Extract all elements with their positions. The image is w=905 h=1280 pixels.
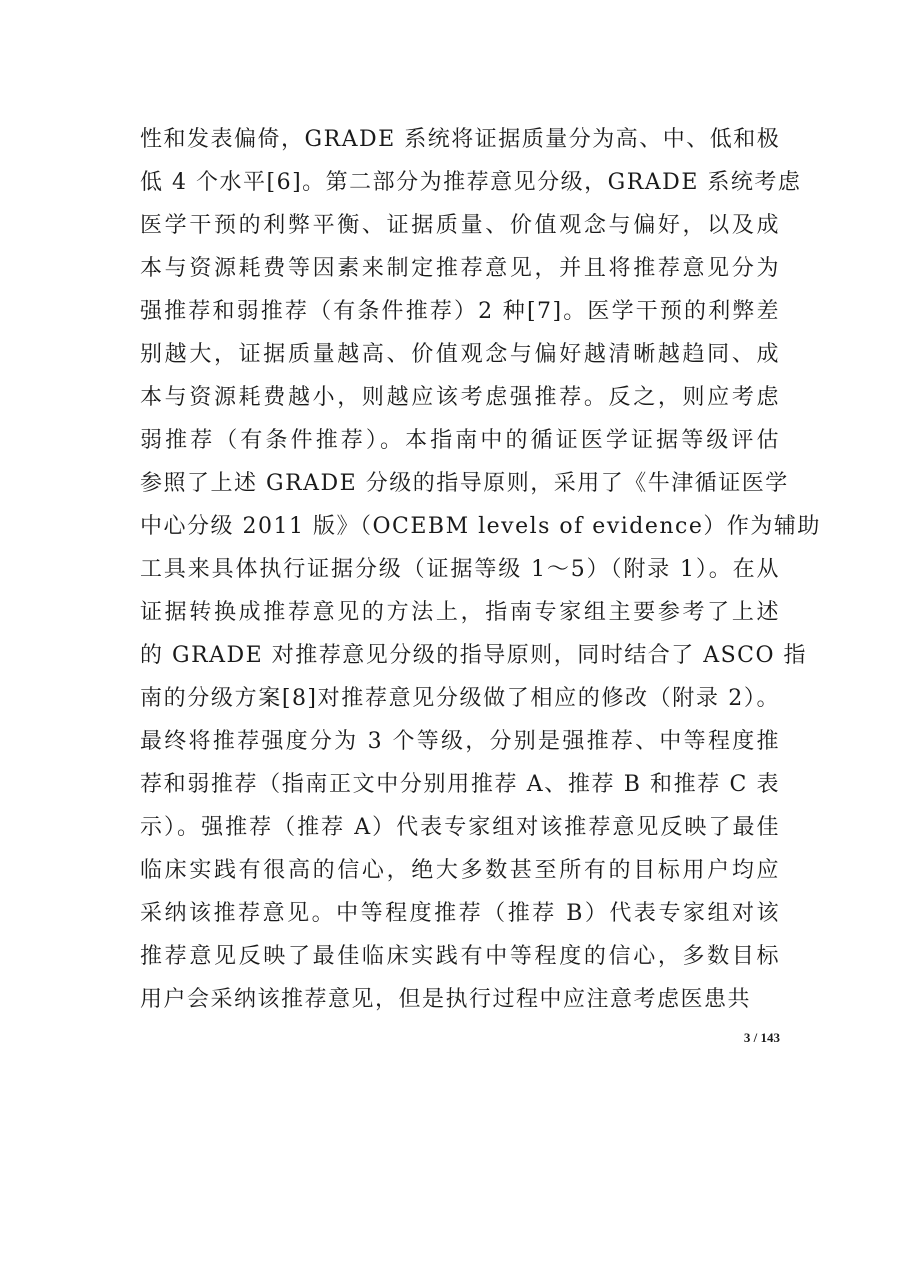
body-text xyxy=(140,118,821,1021)
text-line: 弱推荐（有条件推荐）。本指南中的循证医学证据等级评估 xyxy=(140,428,780,453)
text-line: 参照了上述 GRADE 分级的指导原则，采用了《牛津循证医学 xyxy=(140,471,789,496)
page-number: 3 / 143 xyxy=(743,1030,780,1045)
text-line: 南的分级方案[8]对推荐意见分级做了相应的修改（附录 2）。 xyxy=(140,686,780,711)
text-line: 本与资源耗费越小，则越应该考虑强推荐。反之，则应考虑 xyxy=(140,385,780,410)
text-line: 用户会采纳该推荐意见，但是执行过程中应注意考虑医患共 xyxy=(140,987,752,1012)
text-line: 别越大，证据质量越高、价值观念与偏好越清晰越趋同、成 xyxy=(140,342,780,367)
text-line: 最终将推荐强度分为 3 个等级，分别是强推荐、中等程度推 xyxy=(140,729,780,754)
text-line: 荐和弱推荐（指南正文中分别用推荐 A、推荐 B 和推荐 C 表 xyxy=(140,772,780,797)
text-line: 本与资源耗费等因素来制定推荐意见，并且将推荐意见分为 xyxy=(140,256,780,281)
text-line: 中心分级 2011 版》（OCEBM levels of evidence）作为辅助 xyxy=(140,514,821,539)
text-line: 推荐意见反映了最佳临床实践有中等程度的信心，多数目标 xyxy=(140,944,780,969)
text-line: 的 GRADE 对推荐意见分级的指导原则，同时结合了 ASCO 指 xyxy=(140,643,808,668)
text-line: 临床实践有很高的信心，绝大多数甚至所有的目标用户均应 xyxy=(140,858,780,883)
text-line: 采纳该推荐意见。中等程度推荐（推荐 B）代表专家组对该 xyxy=(140,901,780,926)
text-line: 证据转换成推荐意见的方法上，指南专家组主要参考了上述 xyxy=(140,600,780,625)
text-line: 示）。强推荐（推荐 A）代表专家组对该推荐意见反映了最佳 xyxy=(140,815,780,840)
text-line: 低 4 个水平[6]。第二部分为推荐意见分级，GRADE 系统考虑 xyxy=(140,170,802,195)
text-line: 医学干预的利弊平衡、证据质量、价值观念与偏好，以及成 xyxy=(140,213,780,238)
text-line: 性和发表偏倚，GRADE 系统将证据质量分为高、中、低和极 xyxy=(140,127,781,152)
text-line: 强推荐和弱推荐（有条件推荐）2 种[7]。医学干预的利弊差 xyxy=(140,299,780,324)
text-line: 工具来具体执行证据分级（证据等级 1～5）（附录 1）。在从 xyxy=(140,557,780,582)
